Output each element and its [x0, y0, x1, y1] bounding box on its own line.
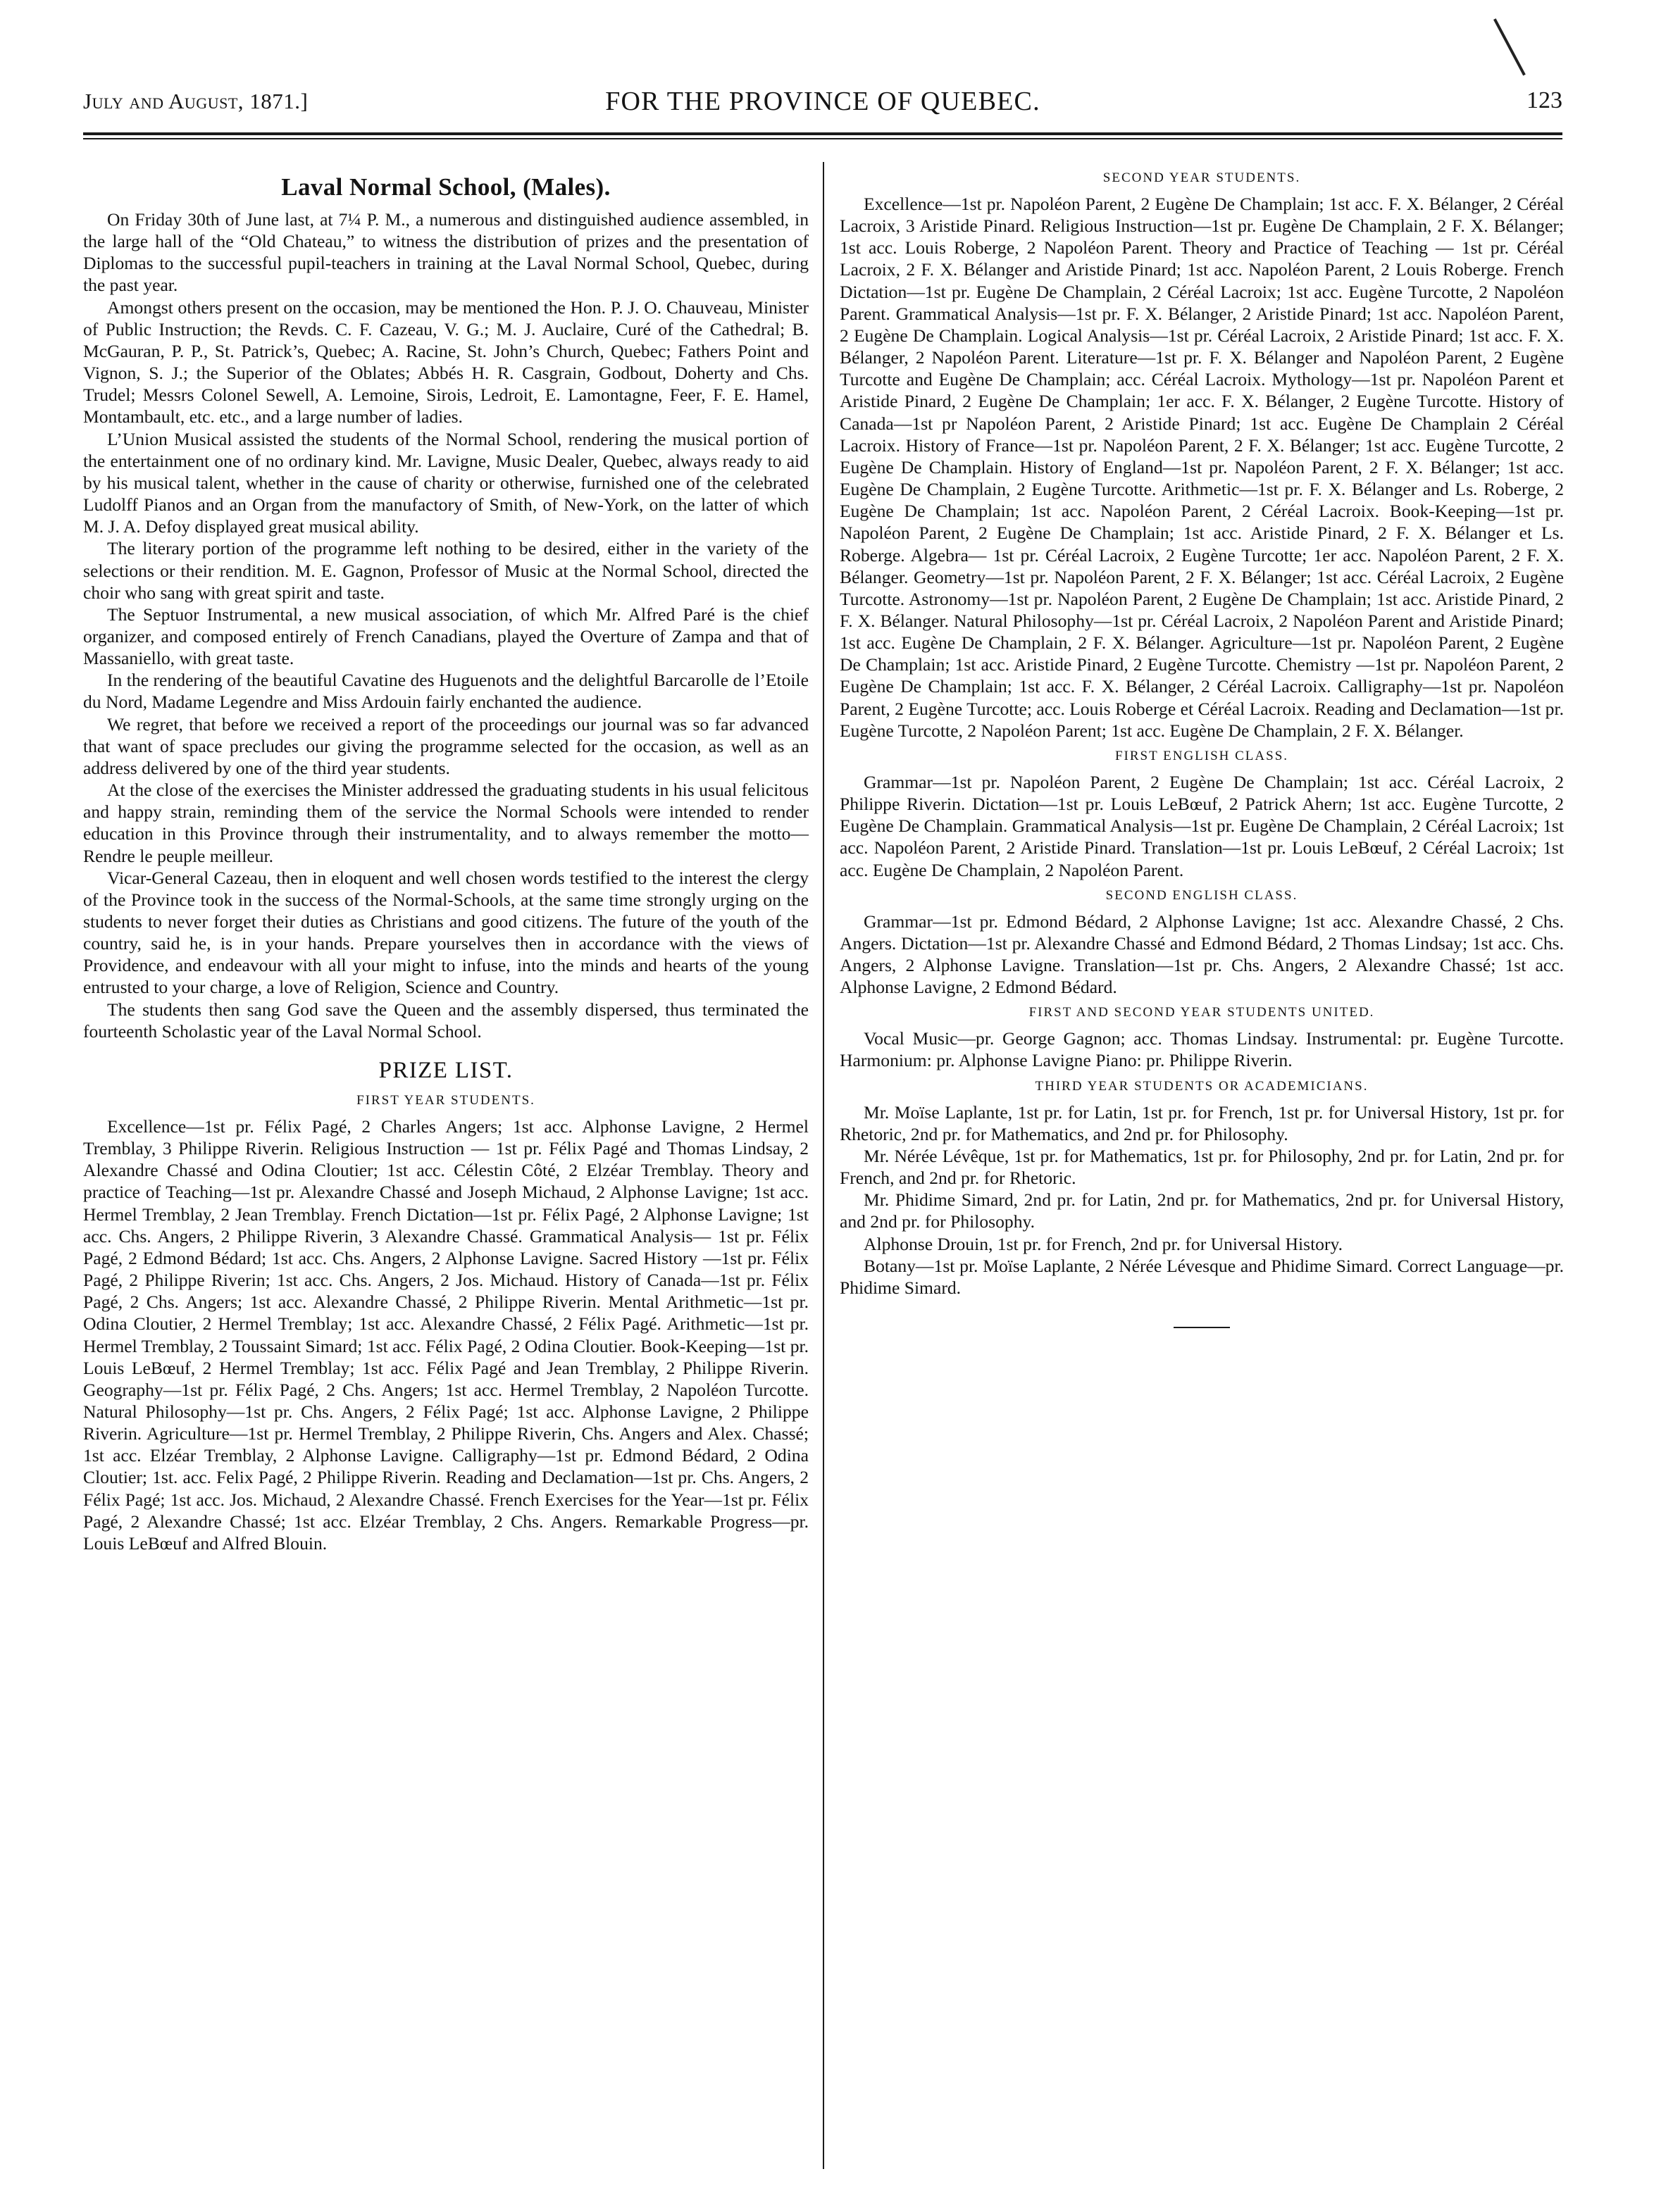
- article-paragraph: Amongst others present on the occasion, may be mentioned the Hon. P. J. O. Chauveau, Minister of Public Instruction; the Revds. C. F. Cazeau, V. G.; M. J. Auclaire, Curé of the Cathedral; B. McGauran, P. P., St. Patrick’s, Quebec; A. Racine, St. John’s Church, Quebec; Fathers Point and Vignon, S. J.; the Superior of the Oblates; Abbés H. R. Casgrain, Godbout, Doherty and Chs. Trudel; Messrs Colonel Sewell, A. Lemoine, Sirois, Ledroit, E. Lamontagne, Feer, F. E. Hamel, Montambault, etc. etc., and a large number of ladies.: [83, 296, 809, 427]
- issue-date: July and August, 1871.]: [83, 89, 309, 113]
- section-heading-second-year: SECOND YEAR STUDENTS.: [1102, 170, 1301, 185]
- article-paragraph: In the rendering of the beautiful Cavatine des Huguenots and the delightful Barcarolle de l’Etoile du Nord, Madame Legendre and Miss Ardouin fairly enchanted the audience.: [83, 670, 809, 713]
- third-year-prize: Alphonse Drouin, 1st pr. for French, 2nd pr. for Universal History.: [864, 1233, 1343, 1254]
- margin-mark: [1493, 18, 1526, 75]
- running-title: FOR THE PROVINCE OF QUEBEC.: [605, 87, 1040, 116]
- prize-list-title: PRIZE LIST.: [378, 1057, 514, 1083]
- article-paragraph: The literary portion of the programme left nothing to be desired, either in the variety of the selections or their rendition. M. E. Gagnon, Professor of Music at the Normal School, directed the choir who sang with great spirit and taste.: [83, 538, 809, 603]
- section-heading-united: FIRST AND SECOND YEAR STUDENTS UNITED.: [1028, 1005, 1375, 1020]
- section-heading-second-english: SECOND ENGLISH CLASS.: [1105, 887, 1298, 903]
- column-divider: [823, 162, 824, 2169]
- page-number: 123: [1526, 87, 1562, 113]
- article-paragraph: Vicar-General Cazeau, then in eloquent and well chosen words testified to the interest the clergy of the Province took in the success of the Normal-Schools, at the same time strongly urging on the students to never forget their duties as Christians and good citizens. The future of the youth of the country, said he, is in your hands. Prepare yourselves then in accordance with the views of Providence, and endeavour with all your might to infuse, into the minds and hearts of the young entrusted to your charge, a love of Religion, Science and Country.: [83, 867, 809, 998]
- page-header: [83, 83, 1562, 123]
- header-rule-thick: [83, 132, 1562, 135]
- third-year-prize: Mr. Moïse Laplante, 1st pr. for Latin, 1st pr. for French, 1st pr. for Universal History, 1st pr. for Rhetoric, 2nd pr. for Mathematics, and 2nd pr. for Philosophy.: [840, 1101, 1564, 1144]
- left-column: [83, 163, 809, 1554]
- section-heading-first-year: FIRST YEAR STUDENTS.: [356, 1092, 535, 1108]
- article-paragraph: L’Union Musical assisted the students of the Normal School, rendering the musical portion of the entertainment one of no ordinary kind. Mr. Lavigne, Music Dealer, Quebec, always ready to aid by his musical talent, whether in the cause of charity or otherwise, furnished one of the celebrated Ludolff Pianos and an Organ from the manufactory of Smith, of New-York, on the latter of which M. J. A. Defoy displayed great musical ability.: [83, 428, 809, 537]
- article-paragraph: We regret, that before we received a report of the proceedings our journal was so far advanced that want of space precludes our giving the programme selected for the occasion, as well as an address delivered by one of the third year students.: [83, 713, 809, 778]
- article-paragraph: The Septuor Instrumental, a new musical association, of which Mr. Alfred Paré is the chief organizer, and composed entirely of French Canadians, played the Overture of Zampa and that of Massaniello, with great taste.: [83, 604, 809, 669]
- article-title: Laval Normal School, (Males).: [281, 173, 611, 201]
- first-year-prizes: Excellence—1st pr. Félix Pagé, 2 Charles Angers; 1st acc. Alphonse Lavigne, 2 Hermel Tremblay, 3 Philippe Riverin. Religious Instruction — 1st pr. Félix Pagé and Thomas Lindsay, 2 Alexandre Chassé and Odina Cloutier; 1st acc. Célestin Côté, 2 Elzéar Tremblay. Theory and practice of Teaching—1st pr. Alexandre Chassé and Joseph Michaud, 2 Alphonse Lavigne; 1st acc. Hermel Tremblay, 2 Jean Tremblay. French Dictation—1st pr. Félix Pagé, 2 Alphonse Lavigne; 1st acc. Chs. Angers, 2 Philippe Riverin, 3 Alexandre Chassé. Grammatical Analysis— 1st pr. Félix Pagé, 2 Edmond Bédard; 1st acc. Chs. Angers, 2 Alphonse Lavigne. Sacred History —1st pr. Félix Pagé, 2 Philippe Riverin; 1st acc. Chs. Angers, 2 Jos. Michaud. History of Canada—1st pr. Félix Pagé, 2 Chs. Angers; 1st acc. Alexandre Chassé, 2 Philippe Riverin. Mental Arithmetic—1st pr. Odina Cloutier, 2 Hermel Tremblay; 1st acc. Alexandre Chassé, 2 Félix Pagé. Arithmetic—1st pr. Hermel Tremblay, 2 Toussaint Simard; 1st acc. Félix Pagé, 2 Odina Cloutier. Book-Keeping—1st pr. Louis LeBœuf, 2 Hermel Tremblay; 1st acc. Félix Pagé and Jean Tremblay, 2 Philippe Riverin. Geography—1st pr. Félix Pagé, 2 Chs. Angers; 1st acc. Hermel Tremblay, 2 Napoléon Turcotte. Natural Philosophy—1st pr. Chs. Angers, 2 Félix Pagé; 1st acc. Alphonse Lavigne, 2 Philippe Riverin. Agriculture—1st pr. Hermel Tremblay, 2 Philippe Riverin, Chs. Angers and Alex. Chassé; 1st acc. Elzéar Tremblay, 2 Alphonse Lavigne. Calligraphy—1st pr. Edmond Bédard, 2 Odina Cloutier; 1st. acc. Felix Pagé, 2 Philippe Riverin. Reading and Declamation—1st pr. Chs. Angers, 2 Félix Pagé; 1st acc. Jos. Michaud, 2 Alexandre Chassé. French Exercises for the Year—1st pr. Félix Pagé, 2 Alexandre Chassé; 1st acc. Elzéar Tremblay, 2 Chs. Angers. Remarkable Progress—pr. Louis LeBœuf and Alfred Blouin.: [83, 1116, 809, 1554]
- third-year-prize: Botany—1st pr. Moïse Laplante, 2 Nérée Lévesque and Phidime Simard. Correct Language—pr. Phidime Simard.: [840, 1255, 1564, 1298]
- section-heading-third-year: THIRD YEAR STUDENTS OR ACADEMICIANS.: [1035, 1078, 1369, 1094]
- section-heading-first-english: FIRST ENGLISH CLASS.: [1114, 748, 1289, 763]
- article-paragraph: On Friday 30th of June last, at 7¼ P. M., a numerous and distinguished audience assembled, in the large hall of the “Old Chateau,” to witness the distribution of prizes and the presentation of Diplomas to the successful pupil-teachers in training at the Laval Normal School, Quebec, during the past year.: [83, 209, 809, 296]
- header-rule-thin: [83, 138, 1562, 139]
- end-rule: [1174, 1327, 1230, 1328]
- third-year-prize: Mr. Phidime Simard, 2nd pr. for Latin, 2nd pr. for Mathematics, 2nd pr. for Universal History, and 2nd pr. for Philosophy.: [840, 1189, 1564, 1232]
- right-column: [840, 163, 1564, 1328]
- third-year-prize: Mr. Nérée Lévêque, 1st pr. for Mathematics, 1st pr. for Philosophy, 2nd pr. for Latin, 2nd pr. for French, and 2nd pr. for Rhetoric.: [840, 1145, 1564, 1189]
- article-paragraph: The students then sang God save the Queen and the assembly dispersed, thus terminated the fourteenth Scholastic year of the Laval Normal School.: [83, 999, 809, 1042]
- second-english-prizes: Grammar—1st pr. Edmond Bédard, 2 Alphonse Lavigne; 1st acc. Alexandre Chassé, 2 Chs. Angers. Dictation—1st pr. Alexandre Chassé and Edmond Bédard, 2 Thomas Lindsay; 1st acc. Chs. Angers, 2 Alphonse Lavigne. Translation—1st pr. Chs. Angers, 2 Alexandre Chassé; 1st acc. Alphonse Lavigne, 2 Edmond Bédard.: [840, 911, 1564, 998]
- second-year-prizes: Excellence—1st pr. Napoléon Parent, 2 Eugène De Champlain; 1st acc. F. X. Bélanger, 2 Céréal Lacroix, 3 Aristide Pinard. Religious Instruction—1st pr. Eugène De Champlain, 2 F. X. Bélanger; 1st acc. Louis Roberge, 2 Napoléon Parent. Theory and Practice of Teaching — 1st pr. Céréal Lacroix, 2 F. X. Bélanger and Aristide Pinard; 1st acc. Napoléon Parent, 2 Louis Roberge. French Dictation—1st pr. Eugène De Champlain, 2 Céréal Lacroix; 1st acc. Eugène Turcotte, 2 Napoléon Parent. Grammatical Analysis—1st pr. F. X. Bélanger, 2 Aristide Pinard; 1st acc. Napoléon Parent, 2 Eugène De Champlain. Logical Analysis—1st pr. Céréal Lacroix, 2 Aristide Pinard; 1st acc. F. X. Bélanger, 2 Napoléon Parent. Literature—1st pr. F. X. Bélanger and Napoléon Parent, 2 Eugène Turcotte and Eugène De Champlain; acc. Céréal Lacroix. Mythology—1st pr. Napoléon Parent et Aristide Pinard, 2 Eugène De Champlain; 1er acc. F. X. Bélanger, 2 Eugène Turcotte. History of Canada—1st pr Napoléon Parent, 2 Aristide Pinard; 1st acc. Eugène De Champlain 2 Céréal Lacroix. History of France—1st pr. Napoléon Parent, 2 F. X. Bélanger; 1st acc. Eugène Turcotte, 2 Eugène De Champlain. History of England—1st pr. Napoléon Parent, 2 F. X. Bélanger; 1st acc. Eugène De Champlain, 2 Eugène Turcotte. Arithmetic—1st pr. F. X. Bélanger and Ls. Roberge, 2 Eugène De Champlain; 1st acc. Napoléon Parent, 2 Céréal Lacroix. Book-Keeping—1st pr. Napoléon Parent, 2 Eugène De Champlain; 1st acc. Aristide Pinard, 2 F. X. Bélanger et Ls. Roberge. Algebra— 1st pr. Céréal Lacroix, 2 Eugène Turcotte; 1er acc. Napoléon Parent, 2 F. X. Bélanger. Geometry—1st pr. Napoléon Parent, 2 F. X. Bélanger; 1st acc. Céréal Lacroix, 2 Eugène Turcotte. Astronomy—1st pr. Napoléon Parent, 2 Eugène De Champlain; 1st acc. Aristide Pinard, 2 F. X. Bélanger. Natural Philosophy—1st pr. Céréal Lacroix, 2 Napoléon Parent and Aristide Pinard; 1st acc. Eugène De Champlain, 2 F. X. Bélanger. Agriculture—1st pr. Napoléon Parent, 2 Eugène De Champlain; 1st acc. Aristide Pinard, 2 Eugène Turcotte. Chemistry —1st pr. Napoléon Parent, 2 Eugène De Champlain; 1st acc. F. X. Bélanger, 2 Céréal Lacroix. Calligraphy—1st pr. Napoléon Parent, 2 Eugène Turcotte; acc. Louis Roberge et Céréal Lacroix. Reading and Declamation—1st pr. Eugène Turcotte, 2 Napoléon Parent; 1st acc. Eugène De Champlain, 2 F. X. Bélanger.: [840, 194, 1564, 741]
- united-prizes: Vocal Music—pr. George Gagnon; acc. Thomas Lindsay. Instrumental: pr. Eugène Turcotte. Harmonium: pr. Alphonse Lavigne Piano: pr. Philippe Riverin.: [840, 1028, 1564, 1071]
- first-english-prizes: Grammar—1st pr. Napoléon Parent, 2 Eugène De Champlain; 1st acc. Céréal Lacroix, 2 Philippe Riverin. Dictation—1st pr. Louis LeBœuf, 2 Patrick Ahern; 1st acc. Eugène Turcotte, 2 Eugène De Champlain. Grammatical Analysis—1st pr. Eugène De Champlain, 2 Céréal Lacroix; 1st acc. Napoléon Parent, 2 Aristide Pinard. Translation—1st pr. Louis LeBœuf, 2 Céréal Lacroix; 1st acc. Eugène De Champlain, 2 Napoléon Parent.: [840, 771, 1564, 880]
- article-paragraph: At the close of the exercises the Minister addressed the graduating students in his usual felicitous and happy strain, reminding them of the service the Normal Schools were intended to render education in this Province through their instrumentality, and to always remember the motto—Rendre le peuple meilleur.: [83, 780, 809, 866]
